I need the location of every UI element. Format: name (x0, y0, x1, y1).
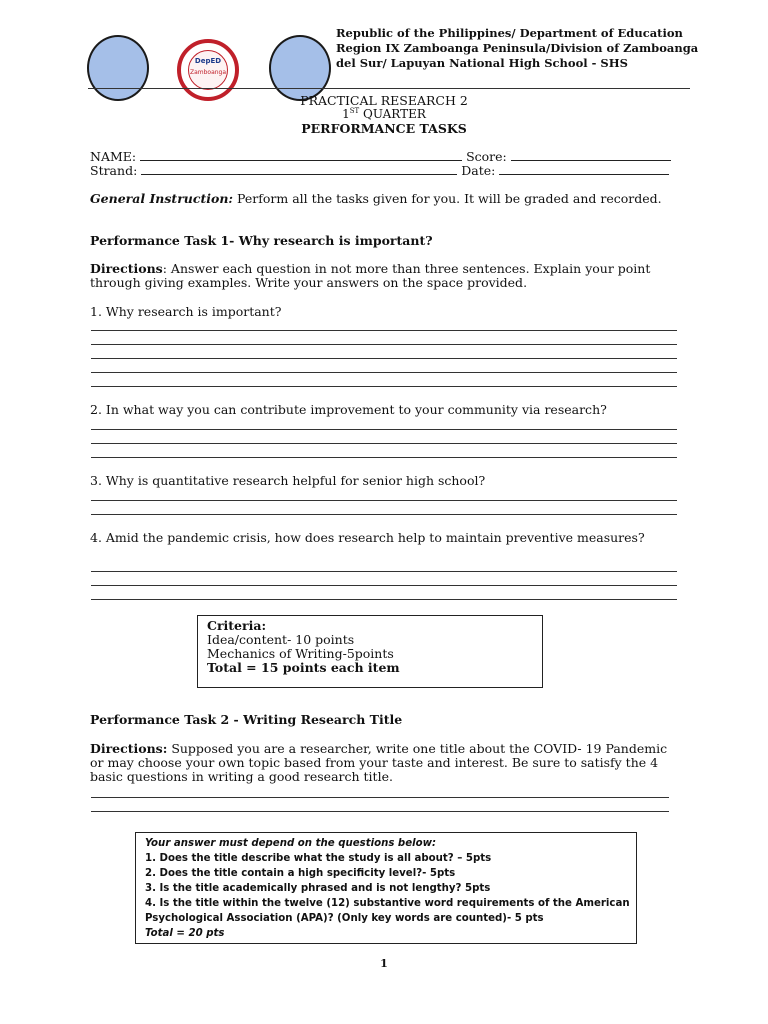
name-label: NAME: (90, 149, 137, 164)
quarter-suffix: ST (349, 107, 360, 115)
answer-line[interactable] (91, 443, 677, 444)
strand-label: Strand: (90, 163, 138, 178)
header-rule (88, 88, 690, 89)
general-instruction-text: Perform all the tasks given for you. It will be graded and recorded. (233, 191, 662, 206)
blank-logo-left (87, 35, 149, 101)
answer-line[interactable] (91, 457, 677, 458)
general-instruction-label: General Instruction: (90, 191, 234, 206)
question-4: 4. Amid the pandemic crisis, how does research help to maintain preventive measures? (90, 530, 645, 545)
answer-line[interactable] (91, 599, 677, 600)
answer-line[interactable] (91, 500, 677, 501)
answer-line[interactable] (91, 429, 677, 430)
header-line: del Sur/ Lapuyan National High School - SHS (336, 56, 628, 70)
answer-line[interactable] (91, 514, 677, 515)
header-line: Republic of the Philippines/ Department of Education (336, 26, 683, 40)
answer-line[interactable] (91, 811, 669, 812)
strand-date-row (90, 163, 669, 178)
quarter-word: QUARTER (359, 107, 426, 121)
task1-directions (90, 262, 680, 290)
quarter-number: 1 (342, 107, 350, 121)
answer-line[interactable] (91, 372, 677, 373)
criteria-title: Criteria: (207, 618, 267, 633)
general-instruction (90, 192, 680, 206)
seal-top-text: DepED (194, 57, 222, 65)
task1-title: Performance Task 1- Why research is important? (90, 233, 433, 248)
answer-line[interactable] (91, 386, 677, 387)
answer-line[interactable] (91, 358, 677, 359)
header-line: Region IX Zamboanga Peninsula/Division of Zamboanga (336, 41, 699, 55)
question-3: 3. Why is quantitative research helpful for senior high school? (90, 473, 486, 488)
criteria-line: Idea/content- 10 points (207, 632, 355, 647)
blank-logo-right (269, 35, 331, 101)
task1-directions-label: Directions (90, 261, 163, 276)
subject-title: PRACTICAL RESEARCH 2 (300, 93, 468, 108)
criteria-total: Total = 15 points each item (207, 660, 400, 675)
date-field[interactable] (499, 163, 669, 175)
title-question: 4. Is the title within the twelve (12) substantive word requirements of the American (145, 898, 630, 909)
answer-line[interactable] (91, 344, 677, 345)
page-number: 1 (380, 957, 388, 970)
school-seal (177, 39, 239, 101)
questions-intro: Your answer must depend on the questions below: (145, 838, 437, 849)
question-1: 1. Why research is important? (90, 304, 282, 319)
page-title: PERFORMANCE TASKS (301, 121, 467, 136)
title-question: 3. Is the title academically phrased and is not lengthy? 5pts (145, 883, 491, 894)
score-label: Score: (466, 149, 507, 164)
answer-line[interactable] (91, 797, 669, 798)
score-field[interactable] (511, 149, 671, 161)
task2-directions-text: Supposed you are a researcher, write one title about the COVID- 19 Pandemic or may choose your own topic based from your taste and interest. Be sure to satisfy the 4 basic questions in writing a good research title. (90, 741, 668, 784)
name-field[interactable] (140, 149, 462, 161)
date-label: Date: (461, 163, 496, 178)
task2-directions (90, 742, 680, 784)
criteria-line: Mechanics of Writing-5points (207, 646, 394, 661)
question-2: 2. In what way you can contribute improvement to your community via research? (90, 402, 607, 417)
title-question: 2. Does the title contain a high specificity level?- 5pts (145, 868, 456, 879)
answer-line[interactable] (91, 330, 677, 331)
quarter-title (0, 107, 768, 121)
task1-directions-text: : Answer each question in not more than three sentences. Explain your point through giving examples. Write your answers on the space provided. (90, 261, 651, 290)
questions-total: Total = 20 pts (145, 928, 225, 939)
title-questions-box (135, 832, 637, 944)
title-question-continued: Psychological Association (APA)? (Only key words are counted)- 5 pts (145, 913, 544, 924)
name-score-row (90, 149, 671, 164)
task2-directions-label: Directions: (90, 741, 168, 756)
task2-title: Performance Task 2 - Writing Research Title (90, 712, 403, 727)
criteria-box (197, 615, 543, 688)
answer-line[interactable] (91, 585, 677, 586)
header-text (336, 26, 699, 71)
answer-line[interactable] (91, 571, 677, 572)
seal-bottom-text: Zamboanga (189, 69, 227, 76)
strand-field[interactable] (141, 163, 457, 175)
title-question: 1. Does the title describe what the study is all about? – 5pts (145, 853, 492, 864)
